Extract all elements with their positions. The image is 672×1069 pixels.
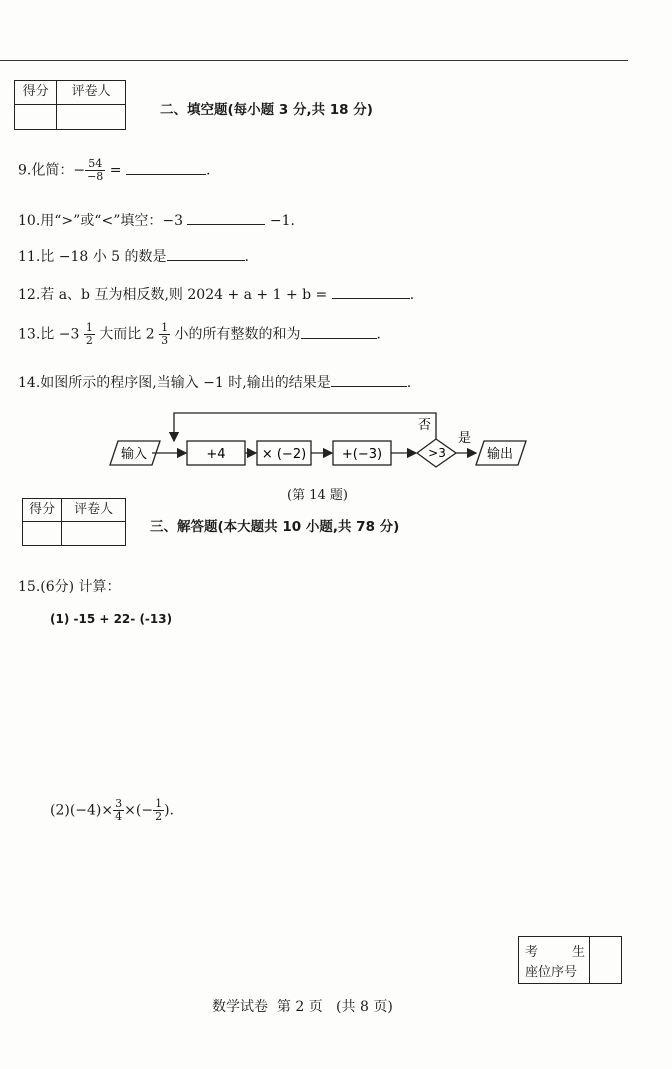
top-rule xyxy=(0,60,628,61)
seat-number-cell[interactable] xyxy=(590,937,621,983)
q13-fraction-1 xyxy=(84,322,95,347)
yes-label: 是 xyxy=(458,431,472,446)
q12-answer-blank[interactable] xyxy=(332,284,410,299)
q9-fraction xyxy=(85,158,105,183)
question-15-part2 xyxy=(50,798,174,823)
step1-label: +4 xyxy=(206,447,226,462)
q11-end: . xyxy=(244,249,249,265)
score-label: 得分 xyxy=(15,81,57,105)
q9-suffix: = xyxy=(105,162,126,179)
q13-den2: 3 xyxy=(161,334,169,347)
grader-label: 评卷人 xyxy=(57,81,125,105)
question-14 xyxy=(18,372,411,392)
q13-end: . xyxy=(376,326,381,343)
seat-number-box xyxy=(518,936,622,984)
q15-part2-end: ). xyxy=(164,802,174,819)
question-15-title: 15.(6分) 计算： xyxy=(18,579,121,595)
grader-cell-2[interactable] xyxy=(62,522,125,545)
q9-prefix: 9.化简：− xyxy=(18,162,86,179)
q13-num1: 1 xyxy=(85,321,93,334)
seat-label-sheng: 生 xyxy=(571,945,585,960)
seat-label-line1 xyxy=(525,941,585,960)
page-footer: 数学试卷 第 2 页 (共 8 页) xyxy=(212,999,393,1015)
loop-line xyxy=(174,413,436,441)
section2-title: 二、填空题(每小题 3 分,共 18 分) xyxy=(160,102,373,118)
q10-end: −1. xyxy=(269,213,295,229)
q13-answer-blank[interactable] xyxy=(301,324,377,339)
grader-label-2: 评卷人 xyxy=(62,499,125,522)
q15-den2: 2 xyxy=(155,810,163,823)
q13-mid: 大而比 2 xyxy=(99,326,155,343)
q13-fraction-2 xyxy=(159,322,170,347)
q15-part2-mid: ×(− xyxy=(124,802,154,819)
flowchart-caption: (第 14 题) xyxy=(287,488,348,503)
q10-text: 10.用“>”或“<”填空：−3 xyxy=(18,213,183,229)
q15-den1: 4 xyxy=(115,810,123,823)
score-cell[interactable] xyxy=(15,105,57,129)
condition-label: >3 xyxy=(428,446,446,460)
q10-answer-blank[interactable] xyxy=(187,210,265,225)
q14-end: . xyxy=(406,375,412,391)
question-13 xyxy=(18,322,381,347)
q15-part2-prefix: (2)(−4)× xyxy=(50,802,114,819)
seat-label-kao: 考 xyxy=(525,945,539,960)
q11-text: 11.比 −18 小 5 的数是 xyxy=(18,249,167,265)
score-cell-2[interactable] xyxy=(23,522,62,545)
q13-suffix: 小的所有整数的和为 xyxy=(174,326,301,343)
step2-label: × (−2) xyxy=(261,447,307,462)
q13-num2: 1 xyxy=(161,321,169,334)
question-12 xyxy=(18,284,414,304)
output-label: 输出 xyxy=(486,447,514,462)
section3-title: 三、解答题(本大题共 10 小题,共 78 分) xyxy=(150,519,400,535)
no-label: 否 xyxy=(418,418,432,433)
q12-text: 12.若 a、b 互为相反数,则 2024 + a + 1 + b = xyxy=(18,287,328,303)
q15-num1: 3 xyxy=(115,797,123,810)
q9-answer-blank[interactable] xyxy=(126,160,206,175)
q9-den: −8 xyxy=(87,170,104,183)
q9-end: . xyxy=(205,162,211,179)
q11-answer-blank[interactable] xyxy=(167,246,245,261)
q13-den1: 2 xyxy=(85,334,93,347)
question-15-part1: (1) -15 + 22- (-13) xyxy=(50,612,173,626)
q14-answer-blank[interactable] xyxy=(331,372,407,387)
flowchart-diagram xyxy=(0,405,672,485)
seat-label xyxy=(519,937,590,983)
q15-fraction-2 xyxy=(153,798,164,823)
step3-label: +(−3) xyxy=(341,447,383,462)
q13-prefix: 13.比 −3 xyxy=(18,326,80,343)
input-label: 输入 xyxy=(120,447,148,462)
score-label-2: 得分 xyxy=(23,499,62,522)
q15-num2: 1 xyxy=(155,797,163,810)
question-9 xyxy=(18,158,210,183)
question-10 xyxy=(18,210,295,230)
q9-num: 54 xyxy=(85,158,105,171)
score-box-1 xyxy=(14,80,126,130)
seat-label-line2: 座位序号 xyxy=(525,965,578,980)
grader-cell[interactable] xyxy=(57,105,125,129)
question-11 xyxy=(18,246,249,266)
score-box-2 xyxy=(22,498,126,546)
q12-end: . xyxy=(409,287,415,303)
q14-text: 14.如图所示的程序图,当输入 −1 时,输出的结果是 xyxy=(18,375,331,391)
q15-fraction-1 xyxy=(113,798,124,823)
